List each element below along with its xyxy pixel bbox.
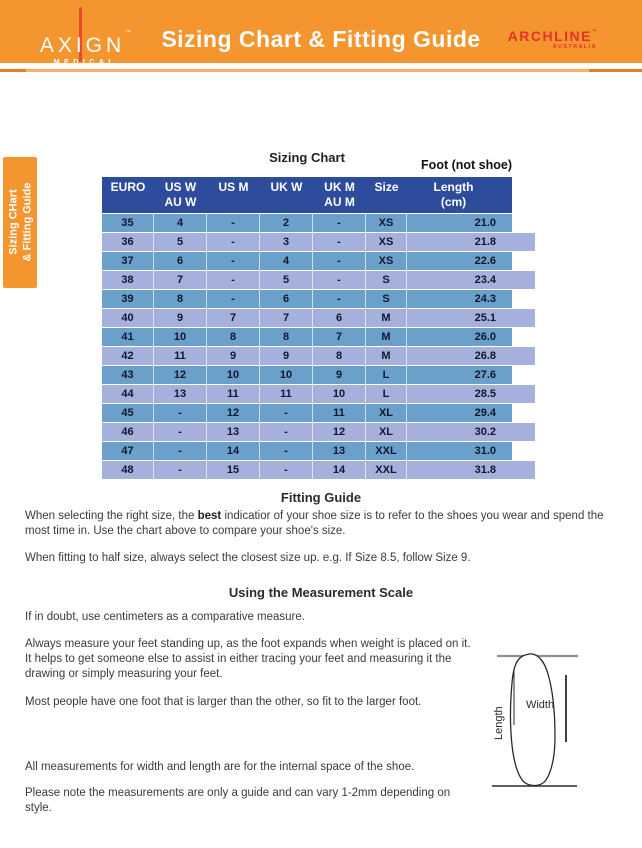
table-cell: 4: [260, 252, 313, 270]
table-row: [102, 214, 512, 232]
table-cell: 21.0: [474, 217, 496, 229]
table-cell: 2: [260, 214, 313, 232]
table-cell: L: [366, 385, 407, 403]
table-cell: 11: [313, 404, 366, 422]
table-cell: 15: [207, 461, 260, 479]
table-cell: 11: [260, 385, 313, 403]
table-cell: XS: [366, 214, 407, 232]
sizing-chart-title: Sizing Chart: [269, 150, 345, 165]
table-cell: -: [313, 290, 366, 308]
table-cell: 9: [260, 347, 313, 365]
table-cell: 3: [260, 233, 313, 251]
table-row: [102, 442, 512, 460]
table-cell: 9: [313, 366, 366, 384]
table-cell: XL: [366, 404, 407, 422]
measurement-paragraph-2: Always measure your feet standing up, as the foot expands when weight is placed on it. It helps to get someone else to assist in either tracing your feet and measuring it the drawing or simply measuring your feet.: [25, 638, 471, 680]
table-cell: 9: [154, 309, 207, 327]
table-cell: 11: [154, 347, 207, 365]
table-cell: XL: [366, 423, 407, 441]
column-header-ukm: UK M AU M: [324, 180, 355, 209]
table-cell: 41: [102, 328, 154, 346]
table-row: [102, 347, 535, 365]
trademark-symbol: ™: [125, 30, 132, 36]
table-row: [102, 366, 512, 384]
axign-logo-sub: MEDICAL: [53, 59, 118, 66]
table-cell: 7: [313, 328, 366, 346]
table-cell: 14: [207, 442, 260, 460]
archline-logo-sub: AUSTRALIA: [552, 44, 597, 50]
table-cell: 26.0: [474, 331, 496, 343]
table-cell: 6: [154, 252, 207, 270]
table-cell: 43: [102, 366, 154, 384]
table-cell: 29.4: [474, 407, 496, 419]
table-cell: 26.8: [474, 350, 496, 362]
table-cell: 8: [207, 328, 260, 346]
table-cell: 46: [102, 423, 154, 441]
table-cell: 10: [207, 366, 260, 384]
table-cell: 40: [102, 309, 154, 327]
table-row: [102, 404, 512, 422]
width-label: Width: [525, 699, 555, 711]
table-cell: -: [260, 423, 313, 441]
table-cell: 25.1: [474, 312, 496, 324]
table-cell: 13: [154, 385, 207, 403]
table-cell: 42: [102, 347, 154, 365]
fitting-paragraph-1-bold: best: [197, 510, 222, 522]
table-row: [102, 271, 535, 289]
table-cell: 12: [313, 423, 366, 441]
table-row: [102, 328, 512, 346]
measurement-paragraph-1: If in doubt, use centimeters as a comparative measure.: [25, 611, 305, 623]
column-header-ukw: UK W: [270, 180, 303, 194]
foot-outline: [511, 654, 556, 786]
table-cell: 22.6: [474, 255, 496, 267]
sizing-table-header: [102, 177, 512, 213]
table-cell: XXL: [366, 461, 407, 479]
table-cell: 35: [102, 214, 154, 232]
table-cell: -: [260, 404, 313, 422]
foot-not-shoe-label: Foot (not shoe): [421, 158, 512, 172]
table-cell: 7: [260, 309, 313, 327]
side-tab-line2: & Fitting Guide: [21, 182, 34, 262]
table-row: [102, 252, 512, 270]
table-cell: 11: [207, 385, 260, 403]
table-row: [102, 385, 535, 403]
table-cell: -: [313, 214, 366, 232]
table-cell: 5: [154, 233, 207, 251]
measurement-scale-heading: Using the Measurement Scale: [228, 585, 414, 600]
table-cell: 37: [102, 252, 154, 270]
table-cell: -: [313, 252, 366, 270]
table-cell: L: [366, 366, 407, 384]
table-cell: -: [207, 252, 260, 270]
table-cell: 10: [154, 328, 207, 346]
table-cell: -: [260, 461, 313, 479]
table-cell: 45: [102, 404, 154, 422]
sizing-table: [102, 177, 535, 479]
table-cell: 8: [260, 328, 313, 346]
table-cell: XXL: [366, 442, 407, 460]
table-cell: -: [154, 423, 207, 441]
table-cell: 44: [102, 385, 154, 403]
fitting-paragraph-1-post: indicatior of your shoe size is to refer to the shoes you wear and spend the most time in. Use the chart above to compare your shoe's size.: [25, 510, 604, 537]
table-cell: -: [207, 233, 260, 251]
table-cell: -: [207, 290, 260, 308]
table-cell: -: [207, 271, 260, 289]
table-row: [102, 233, 535, 251]
trademark-symbol: ™: [592, 29, 597, 35]
table-cell: -: [260, 442, 313, 460]
measurement-paragraph-5: Please note the measurements are only a guide and can vary 1-2mm depending on style.: [25, 787, 451, 814]
table-cell: 12: [154, 366, 207, 384]
table-cell: -: [154, 461, 207, 479]
table-cell: 28.5: [474, 388, 496, 400]
table-row: [102, 290, 512, 308]
fitting-paragraph-1-pre: When selecting the right size, the: [25, 510, 198, 522]
table-cell: S: [366, 271, 407, 289]
table-cell: 31.0: [474, 445, 496, 457]
table-cell: 6: [260, 290, 313, 308]
length-label: Length: [493, 706, 505, 740]
table-cell: 8: [154, 290, 207, 308]
table-cell: -: [154, 442, 207, 460]
table-cell: -: [207, 214, 260, 232]
table-cell: 7: [207, 309, 260, 327]
table-cell: 23.4: [474, 274, 496, 286]
measurement-paragraph-4: All measurements for width and length are for the internal space of the shoe.: [25, 761, 415, 773]
table-cell: 39: [102, 290, 154, 308]
table-row: [102, 309, 535, 327]
table-cell: 24.3: [474, 293, 496, 305]
table-cell: -: [313, 233, 366, 251]
table-cell: 21.8: [474, 236, 496, 248]
table-cell: 48: [102, 461, 154, 479]
banner-underline: [0, 69, 642, 72]
table-cell: 14: [313, 461, 366, 479]
table-cell: M: [366, 328, 407, 346]
fitting-paragraph-1: [25, 509, 629, 539]
table-cell: 36: [102, 233, 154, 251]
table-row: [102, 423, 535, 441]
table-cell: 8: [313, 347, 366, 365]
table-cell: 12: [207, 404, 260, 422]
table-cell: 47: [102, 442, 154, 460]
table-cell: 6: [313, 309, 366, 327]
fitting-paragraph-2: When fitting to half size, always select the closest size up. e.g. If Size 8.5, follow Size 9.: [25, 552, 471, 564]
side-tab-label: [4, 157, 38, 288]
table-row: [102, 461, 535, 479]
table-cell: 31.8: [474, 464, 496, 476]
table-cell: XS: [366, 252, 407, 270]
foot-measurement-diagram: [485, 645, 590, 795]
table-cell: 30.2: [474, 426, 496, 438]
side-tab: [3, 157, 37, 288]
table-cell: S: [366, 290, 407, 308]
table-cell: 27.6: [474, 369, 496, 381]
side-tab-line1: Sizing CHart: [7, 189, 20, 255]
table-cell: M: [366, 309, 407, 327]
table-cell: 7: [154, 271, 207, 289]
table-cell: 13: [313, 442, 366, 460]
table-cell: XS: [366, 233, 407, 251]
column-header-usm: US M: [218, 180, 249, 194]
fitting-guide-heading: Fitting Guide: [280, 490, 362, 505]
table-cell: 9: [207, 347, 260, 365]
page-title: Sizing Chart & Fitting Guide: [161, 26, 481, 52]
table-cell: 5: [260, 271, 313, 289]
table-cell: -: [154, 404, 207, 422]
column-header-euro: EURO: [110, 180, 146, 194]
table-cell: 10: [313, 385, 366, 403]
archline-logo-name: ARCHLINE™: [507, 28, 597, 44]
column-header-length: Length (cm): [433, 180, 474, 209]
table-cell: -: [313, 271, 366, 289]
table-cell: 4: [154, 214, 207, 232]
table-cell: 10: [260, 366, 313, 384]
table-cell: 13: [207, 423, 260, 441]
axign-logo-name: AXIGN™: [39, 30, 132, 57]
sizing-table-body: [102, 214, 535, 479]
table-cell: 38: [102, 271, 154, 289]
archline-logo: [508, 25, 597, 50]
column-header-usw: US W AU W: [164, 180, 197, 209]
column-header-size: Size: [374, 180, 399, 194]
table-cell: M: [366, 347, 407, 365]
measurement-paragraph-3: Most people have one foot that is larger than the other, so fit to the larger foot.: [25, 696, 422, 708]
